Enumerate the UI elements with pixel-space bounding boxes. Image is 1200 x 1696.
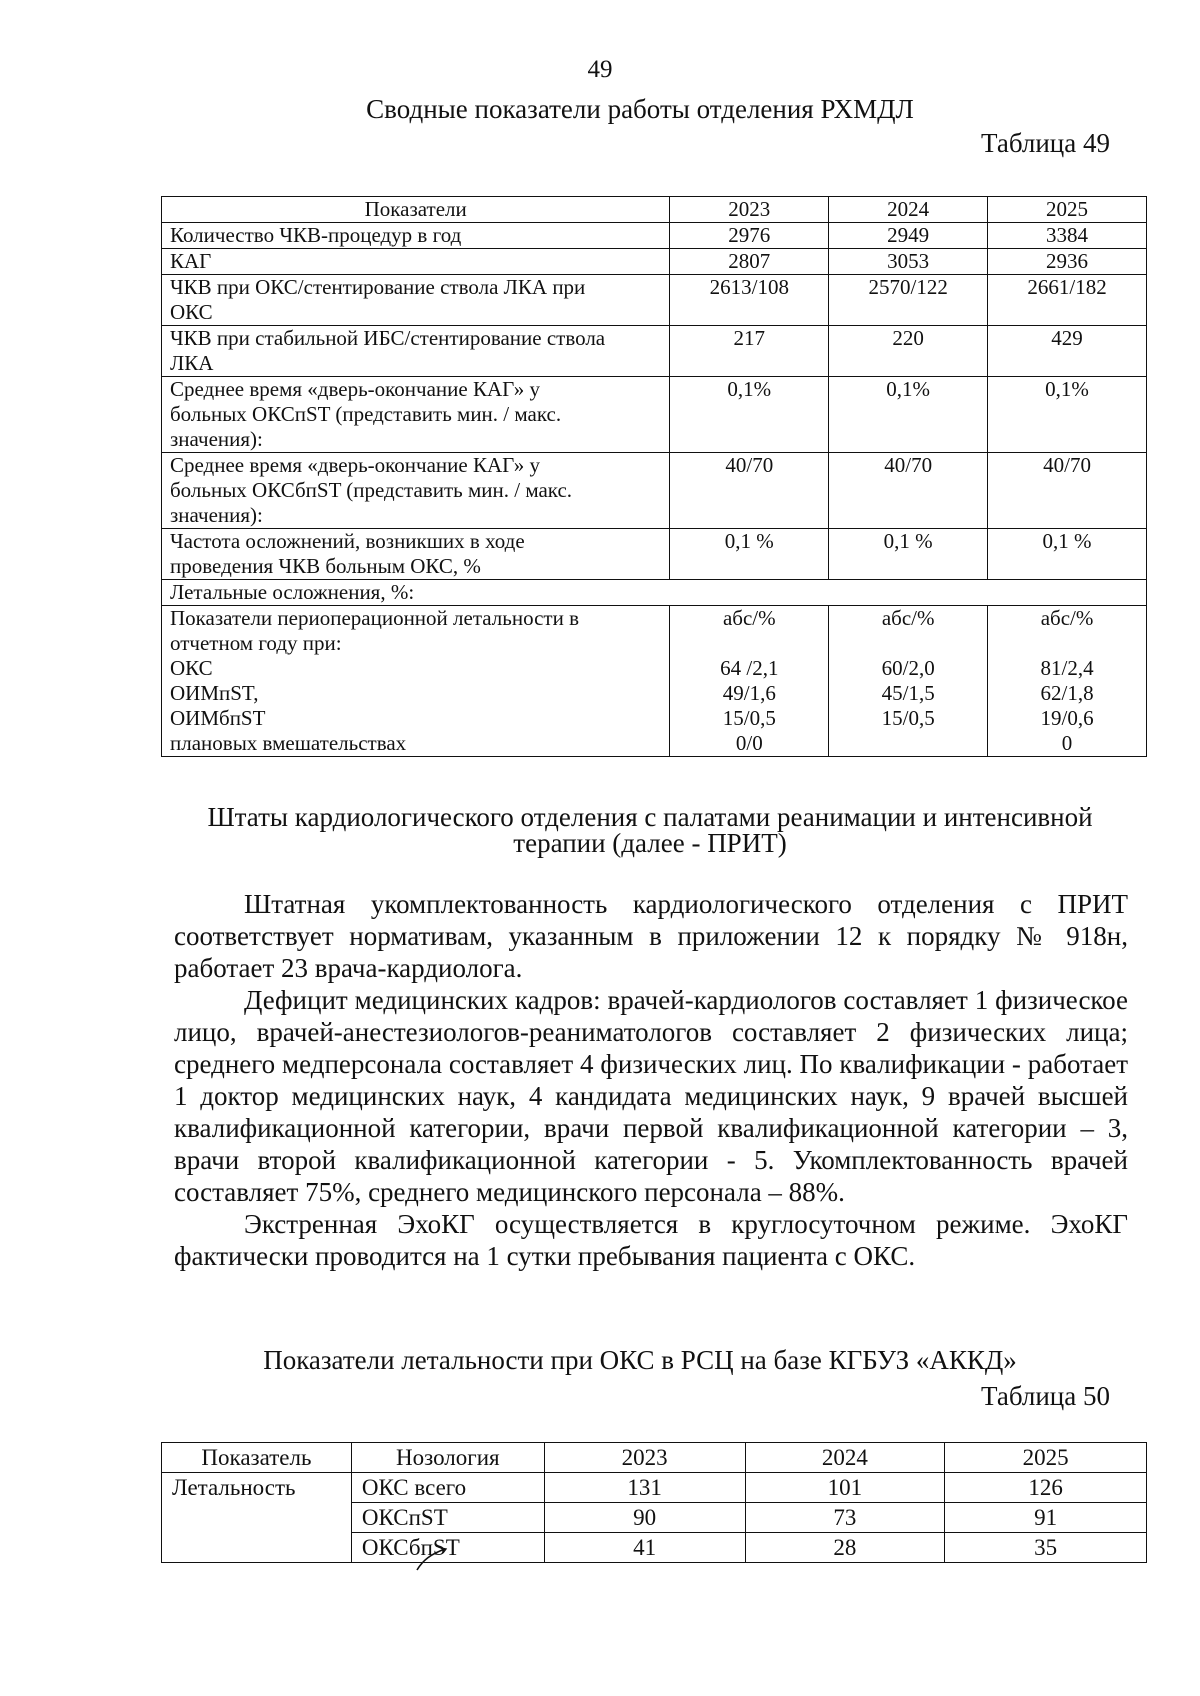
value-line: 15/0,5 xyxy=(881,706,935,730)
value-line: 0,1% xyxy=(727,377,772,401)
indicator-cell xyxy=(162,223,670,249)
indicator-line: Среднее время «дверь-окончание КАГ» у xyxy=(170,377,541,401)
value-cell xyxy=(988,377,1147,453)
value-cell: 126 xyxy=(945,1473,1147,1503)
indicator-line: КАГ xyxy=(170,249,212,273)
page-number: 49 xyxy=(587,56,613,83)
indicator-line: Летальные осложнения, %: xyxy=(170,580,415,604)
value-cell xyxy=(829,377,988,453)
section-heading-line: терапии (далее - ПРИТ) xyxy=(513,828,787,858)
paragraph: Экстренная ЭхоКГ осуществляется в круглосуточном режиме. ЭхоКГ фактически проводится на 1 сутки пребывания пациента с ОКС. xyxy=(174,1209,1128,1271)
value-line: 60/2,0 xyxy=(881,656,935,680)
value-line: 40/70 xyxy=(884,453,933,477)
value-line: 45/1,5 xyxy=(881,681,935,705)
value-cell xyxy=(988,326,1147,377)
table50-title: Показатели летальности при ОКС в РСЦ на базе КГБУЗ «АККД» xyxy=(263,1345,1017,1375)
indicator-cell xyxy=(162,326,670,377)
indicator-line: ОИМпST, xyxy=(170,681,259,705)
value-cell xyxy=(829,249,988,275)
indicator-line: ОКС xyxy=(170,300,213,324)
value-cell xyxy=(670,249,829,275)
value-line: 220 xyxy=(892,326,924,350)
table-row xyxy=(162,606,1147,757)
indicator-line: значения): xyxy=(170,427,263,451)
indicator-line: значения): xyxy=(170,503,263,527)
value-cell xyxy=(670,326,829,377)
indicator-cell xyxy=(162,377,670,453)
value-cell: 28 xyxy=(745,1533,945,1563)
value-line: 2976 xyxy=(728,223,771,247)
value-line: 0,1% xyxy=(1045,377,1089,401)
value-line: 2661/182 xyxy=(1027,275,1107,299)
table-row xyxy=(162,1473,1147,1503)
column-header: 2025 xyxy=(945,1443,1147,1473)
value-line: 40/70 xyxy=(725,453,774,477)
value-cell xyxy=(670,606,829,757)
value-line: 3053 xyxy=(887,249,930,273)
table-49 xyxy=(161,196,1147,757)
column-header: 2024 xyxy=(829,197,988,223)
table-row xyxy=(162,275,1147,326)
value-cell xyxy=(670,275,829,326)
column-header: Показатели xyxy=(162,197,670,223)
value-line: 2570/122 xyxy=(868,275,948,299)
value-line: 2807 xyxy=(728,249,771,273)
value-line: 429 xyxy=(1051,326,1083,350)
value-cell xyxy=(988,606,1147,757)
value-cell xyxy=(670,377,829,453)
value-cell xyxy=(829,275,988,326)
indicator-line: ОКС xyxy=(170,656,213,680)
section-heading xyxy=(170,804,1130,856)
value-line xyxy=(837,731,979,756)
column-header: 2025 xyxy=(988,197,1147,223)
indicator-line: ОИМбпST xyxy=(170,706,266,730)
value-line xyxy=(837,631,979,656)
value-line: 0,1% xyxy=(886,377,931,401)
value-cell: 91 xyxy=(945,1503,1147,1533)
indicator-cell xyxy=(162,275,670,326)
value-line: 2613/108 xyxy=(709,275,789,299)
value-cell: 35 xyxy=(945,1533,1147,1563)
indicator-line: Частота осложнений, возникших в ходе xyxy=(170,529,525,553)
indicator-line: больных ОКСпST (представить мин. / макс. xyxy=(170,402,562,426)
value-line: 64 /2,1 xyxy=(720,656,779,680)
value-line: 2936 xyxy=(1046,249,1089,273)
indicator-cell xyxy=(162,453,670,529)
indicator-line: Количество ЧКВ-процедур в год xyxy=(170,223,462,247)
value-line: 49/1,6 xyxy=(722,681,776,705)
column-header: 2023 xyxy=(670,197,829,223)
value-line: 62/1,8 xyxy=(1040,681,1094,705)
table-50 xyxy=(161,1442,1147,1563)
paragraph: Дефицит медицинских кадров: врачей-кардиологов составляет 1 физическое лицо, врачей-анестезиологов-реаниматологов составляет 2 физических лица; среднего медперсонала составляет 4 физических лиц. По квалификации - работает 1 доктор медицинских наук, 4 кандидата медицинских наук, 9 врачей высшей квалификационной категории, врачи первой квалификационной категории – 3, врачи второй квалификационной категории - 5. Укомплектованность врачей составляет 75%, среднего медицинского персонала – 88%. xyxy=(174,985,1128,1207)
value-line: 0 xyxy=(1061,731,1073,755)
value-cell xyxy=(829,606,988,757)
table49-caption: Таблица 49 xyxy=(981,128,1110,158)
indicator-line: ЛКА xyxy=(170,351,214,375)
column-header: 2023 xyxy=(544,1443,745,1473)
indicator-cell xyxy=(162,580,1147,606)
value-line: 19/0,6 xyxy=(1040,706,1094,730)
indicator-cell xyxy=(162,529,670,580)
value-line xyxy=(678,631,820,656)
value-line: 0/0 xyxy=(735,731,763,755)
paragraph: Штатная укомплектованность кардиологического отделения с ПРИТ соответствует нормативам, указанным в приложении 12 к порядку № 918н, работает 23 врача-кардиолога. xyxy=(174,889,1128,983)
table-header-row xyxy=(162,1443,1147,1473)
column-header: Нозология xyxy=(351,1443,544,1473)
value-line: 15/0,5 xyxy=(722,706,776,730)
value-cell xyxy=(988,529,1147,580)
staffing-text xyxy=(174,888,1128,1272)
value-cell xyxy=(988,249,1147,275)
value-line: 81/2,4 xyxy=(1040,656,1094,680)
value-line: абс/% xyxy=(1040,606,1094,630)
value-line: 0,1 % xyxy=(1042,529,1092,553)
table-row xyxy=(162,223,1147,249)
value-cell xyxy=(988,223,1147,249)
value-cell: 41 xyxy=(544,1533,745,1563)
row-group-label: Летальность xyxy=(162,1473,352,1563)
indicator-line: Среднее время «дверь-окончание КАГ» у xyxy=(170,453,541,477)
table-row xyxy=(162,580,1147,606)
table-row xyxy=(162,453,1147,529)
value-line: 3384 xyxy=(1046,223,1089,247)
value-cell xyxy=(670,223,829,249)
indicator-line: плановых вмешательствах xyxy=(170,731,407,755)
value-cell xyxy=(829,529,988,580)
value-line: 40/70 xyxy=(1043,453,1091,477)
table-body xyxy=(162,223,1147,757)
column-header: Показатель xyxy=(162,1443,352,1473)
indicator-line: проведения ЧКВ больным ОКС, % xyxy=(170,554,481,578)
value-cell xyxy=(988,453,1147,529)
value-cell: 90 xyxy=(544,1503,745,1533)
value-cell: 101 xyxy=(745,1473,945,1503)
table49-title: Сводные показатели работы отделения РХМДЛ xyxy=(366,94,914,124)
indicator-cell xyxy=(162,249,670,275)
value-line: 2949 xyxy=(887,223,930,247)
value-line: 0,1 % xyxy=(883,529,933,553)
table-row xyxy=(162,326,1147,377)
indicator-line: ЧКВ при ОКС/стентирование ствола ЛКА при xyxy=(170,275,586,299)
value-cell xyxy=(829,453,988,529)
table50-caption: Таблица 50 xyxy=(981,1381,1110,1411)
value-line: абс/% xyxy=(881,606,935,630)
table-header-row xyxy=(162,197,1147,223)
value-cell xyxy=(670,453,829,529)
section-heading-line: Штаты кардиологического отделения с палатами реанимации и интенсивной xyxy=(207,802,1093,832)
value-cell: 73 xyxy=(745,1503,945,1533)
indicator-cell xyxy=(162,606,670,757)
nosology-cell: ОКС всего xyxy=(351,1473,544,1503)
table-row xyxy=(162,377,1147,453)
indicator-line: Показатели периоперационной летальности в xyxy=(170,606,579,630)
value-cell xyxy=(829,223,988,249)
value-line: 217 xyxy=(733,326,766,350)
table-row xyxy=(162,529,1147,580)
table-row xyxy=(162,249,1147,275)
column-header: 2024 xyxy=(745,1443,945,1473)
value-line: абс/% xyxy=(722,606,776,630)
indicator-line: отчетном году при: xyxy=(170,631,342,655)
value-cell xyxy=(988,275,1147,326)
value-cell: 131 xyxy=(544,1473,745,1503)
indicator-line: больных ОКСбпST (представить мин. / макс. xyxy=(170,478,573,502)
nosology-cell: ОКСбпST xyxy=(351,1533,544,1563)
value-line xyxy=(996,631,1138,656)
indicator-line: ЧКВ при стабильной ИБС/стентирование ствола xyxy=(170,326,606,350)
pen-mark-icon xyxy=(415,1546,449,1572)
value-line: 0,1 % xyxy=(724,529,774,553)
value-cell xyxy=(829,326,988,377)
value-cell xyxy=(670,529,829,580)
nosology-cell: ОКСпST xyxy=(351,1503,544,1533)
